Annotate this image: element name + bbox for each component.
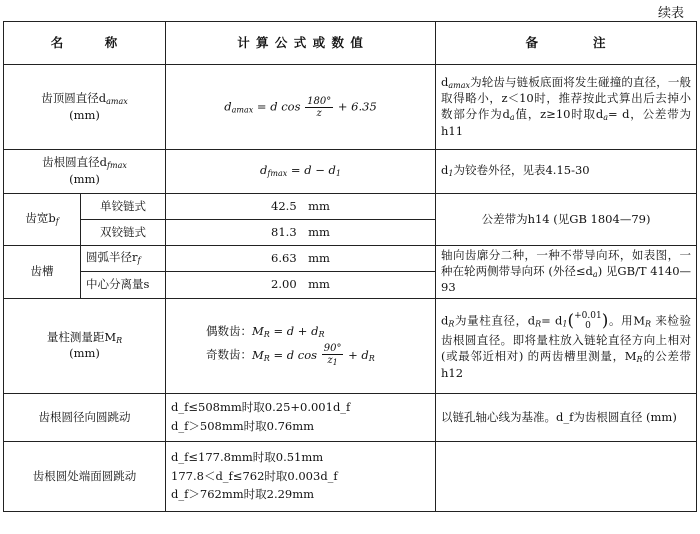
- groove-name: 齿槽: [4, 246, 81, 299]
- pin-distance-note: $d_R$为量柱直径，$d_R= d_1(+0.01$ 0 )。用$M_R$ 来检验齿根圆直径。即将量柱放入链轮直径方向上相对 (或最邻近相对) 的两齿槽里测量，$M_R$的公差带h12: [436, 298, 697, 393]
- groove-note: 轴向齿廓分二种，一种不带导向环，如表图，一种在轮两侧带导向环 (外径$\le d_a$) 见GB/T 4140—93: [436, 246, 697, 299]
- tip-diameter-name: 齿顶圆直径$d_{amax}$ (mm): [4, 65, 166, 150]
- root-diameter-note: $d_1$为铰卷外径，见表4.15-30: [436, 150, 697, 194]
- header-name: 名 称: [4, 22, 166, 65]
- tooth-width-name: 齿宽$b_f$: [4, 194, 81, 246]
- radial-runout-values: d_f≤508mm时取0.25+0.001d_f d_f＞508mm时取0.76mm: [166, 393, 436, 441]
- radial-runout-name: 齿根圆径向圆跳动: [4, 393, 166, 441]
- tooth-width-note: 公差带为h14 (见GB 1804—79): [436, 194, 697, 246]
- center-offset-label: 中心分离量s: [81, 272, 166, 298]
- pin-distance-name: 量柱测量距$M_R$ (mm): [4, 298, 166, 393]
- arc-radius-value: 6.63 mm: [166, 246, 436, 272]
- face-runout-values: d_f≤177.8mm时取0.51mm 177.8＜d_f≤762时取0.003d_f d_f＞762mm时取2.29mm: [166, 441, 436, 511]
- tip-diameter-note: $d_{amax}$为轮齿与链板底面将发生碰撞的直径，一般取得略小，z＜10时，推荐按此式算出后去掉小数部分作为$d_a$值，z≥10时取$d_a= d$，公差带为h11: [436, 65, 697, 150]
- arc-radius-label: 圆弧半径$r_f$: [81, 246, 166, 272]
- table-row: [4, 194, 697, 220]
- double-hinge-label: 双铰链式: [81, 220, 166, 246]
- tip-diameter-formula: $d_{amax} = d$ cos $\frac{180^\circ}{z}$ + 6.35: [166, 65, 436, 150]
- center-offset-value: 2.00 mm: [166, 272, 436, 298]
- root-diameter-name: 齿根圆直径$d_{fmax}$ (mm): [4, 150, 166, 194]
- table-row: [4, 393, 697, 441]
- parameter-table: [3, 21, 697, 512]
- face-runout-note: [436, 441, 697, 511]
- table-row: [4, 298, 697, 393]
- continued-label: 续表: [657, 6, 684, 21]
- single-hinge-label: 单铰链式: [81, 194, 166, 220]
- header-remarks: 备 注: [436, 22, 697, 65]
- table-row: [4, 246, 697, 272]
- root-diameter-formula: $d_{fmax} = d - d_1$: [166, 150, 436, 194]
- table-row: [4, 441, 697, 511]
- face-runout-name: 齿根圆处端面圆跳动: [4, 441, 166, 511]
- header-row: [4, 22, 697, 65]
- header-formula: 计 算 公 式 或 数 值: [166, 22, 436, 65]
- even-teeth-formula: 偶数齿：$M_R = d + d_R$: [206, 323, 325, 339]
- double-hinge-value: 81.3 mm: [166, 220, 436, 246]
- table-row: [4, 150, 697, 194]
- odd-teeth-formula: 奇数齿：$M_R = d$ cos $\frac{90^\circ}{z_1}$ + $d_R$: [206, 343, 375, 368]
- table-row: [4, 65, 697, 150]
- single-hinge-value: 42.5 mm: [166, 194, 436, 220]
- pin-distance-formula: [166, 298, 436, 393]
- radial-runout-note: 以链孔轴心线为基准。d_f为齿根圆直径 (mm): [436, 393, 697, 441]
